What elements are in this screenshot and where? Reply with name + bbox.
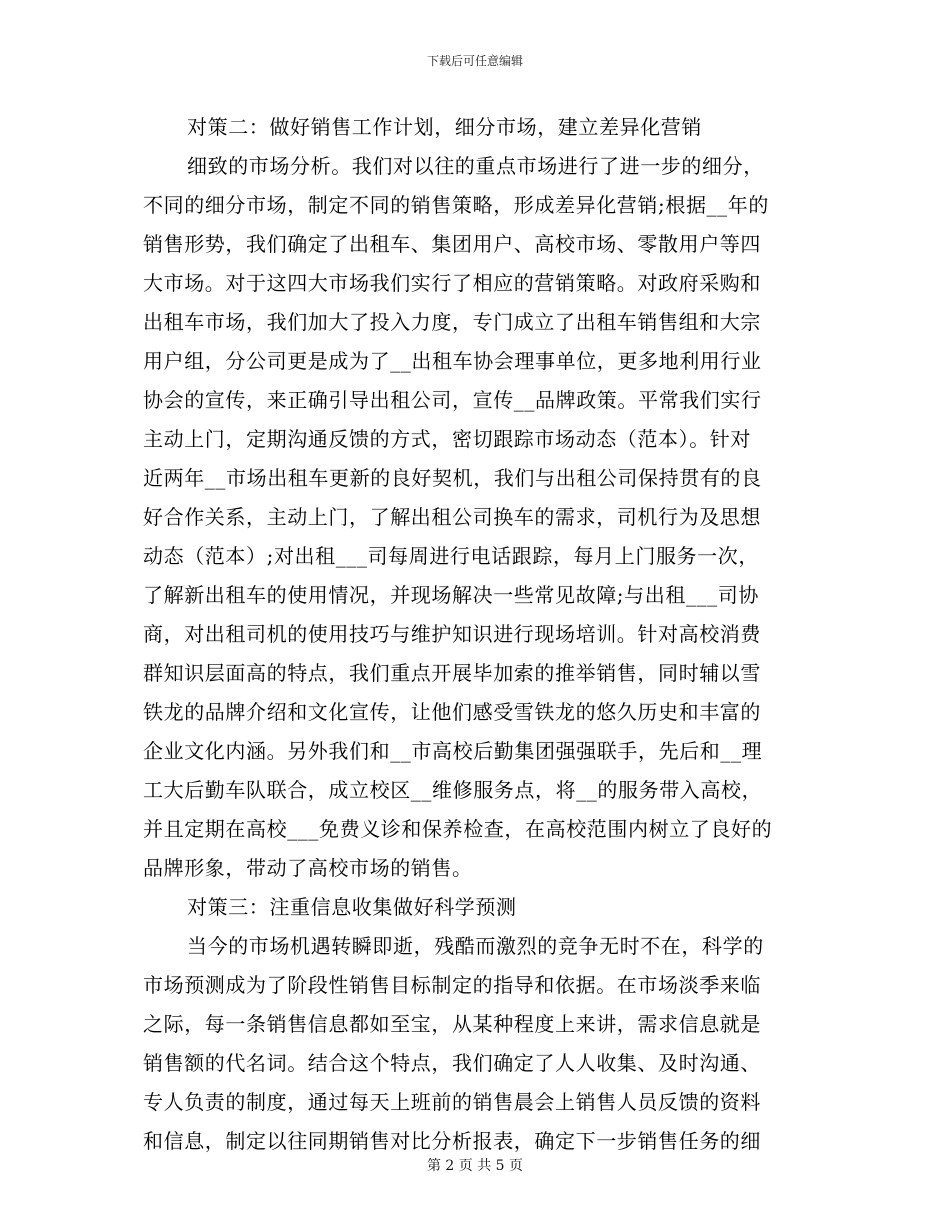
paragraph-line: 群知识层面高的特点，我们重点开展毕加索的推举销售，同时辅以雪	[143, 661, 761, 685]
paragraph-line: 细致的市场分析。我们对以往的重点市场进行了进一步的细分，	[187, 154, 764, 178]
paragraph-line: 和信息，制定以往同期销售对比分析报表，确定下一步销售任务的细	[143, 1129, 761, 1153]
paragraph-line: 品牌形象，带动了高校市场的销售。	[143, 856, 473, 880]
paragraph-line: 不同的细分市场，制定不同的销售策略，形成差异化营销;根据__年的	[143, 193, 769, 217]
section-heading-strategy-2: 对策二：做好销售工作计划，细分市场，建立差异化营销	[187, 115, 702, 139]
page-footer: 第 2 页 共 5 页	[426, 1158, 524, 1174]
paragraph-line: 之际，每一条销售信息都如至宝，从某种程度上来讲，需求信息就是	[143, 1012, 761, 1036]
paragraph-line: 销售形势，我们确定了出租车、集团用户、高校市场、零散用户等四	[143, 232, 761, 256]
paragraph-line: 铁龙的品牌介绍和文化宣传，让他们感受雪铁龙的悠久历史和丰富的	[143, 700, 761, 724]
paragraph-line: 工大后勤车队联合，成立校区__维修服务点，将__的服务带入高校，	[143, 778, 763, 802]
paragraph-line: 用户组，分公司更是成为了__出租车协会理事单位，更多地利用行业	[143, 349, 762, 373]
paragraph-line: 主动上门，定期沟通反馈的方式，密切跟踪市场动态（范本）。针对	[143, 427, 751, 451]
page-header: 下载后可任意编辑	[426, 54, 523, 68]
paragraph-line: 商，对出租司机的使用技巧与维护知识进行现场培训。针对高校消费	[143, 622, 761, 646]
paragraph-line: 动态（范本）;对出租___司每周进行电话跟踪，每月上门服务一次，	[143, 544, 759, 568]
paragraph-line: 并且定期在高校___免费义诊和保养检查，在高校范围内树立了良好的	[143, 817, 773, 841]
paragraph-line: 市场预测成为了阶段性销售目标制定的指导和依据。在市场淡季来临	[143, 973, 761, 997]
paragraph-line: 出租车市场，我们加大了投入力度，专门成立了出租车销售组和大宗	[143, 310, 761, 334]
paragraph-line: 好合作关系，主动上门，了解出租公司换车的需求，司机行为及思想	[143, 505, 761, 529]
paragraph-line: 近两年__市场出租车更新的良好契机，我们与出租公司保持贯有的良	[143, 466, 762, 490]
paragraph-line: 了解新出租车的使用情况，并现场解决一些常见故障;与出租___司协	[143, 583, 759, 607]
paragraph-line: 大市场。对于这四大市场我们实行了相应的营销策略。对政府采购和	[143, 271, 761, 295]
paragraph-line: 当今的市场机遇转瞬即逝，残酷而激烈的竞争无时不在，科学的	[187, 934, 764, 958]
section-heading-strategy-3: 对策三：注重信息收集做好科学预测	[187, 895, 517, 919]
paragraph-line: 协会的宣传，来正确引导出租公司，宣传__品牌政策。平常我们实行	[143, 388, 762, 412]
paragraph-line: 销售额的代名词。结合这个特点，我们确定了人人收集、及时沟通、	[143, 1051, 761, 1075]
document-body	[143, 108, 807, 1161]
paragraph-line: 专人负责的制度，通过每天上班前的销售晨会上销售人员反馈的资料	[143, 1090, 761, 1114]
paragraph-line: 企业文化内涵。另外我们和__市高校后勤集团强强联手，先后和__理	[143, 739, 763, 763]
